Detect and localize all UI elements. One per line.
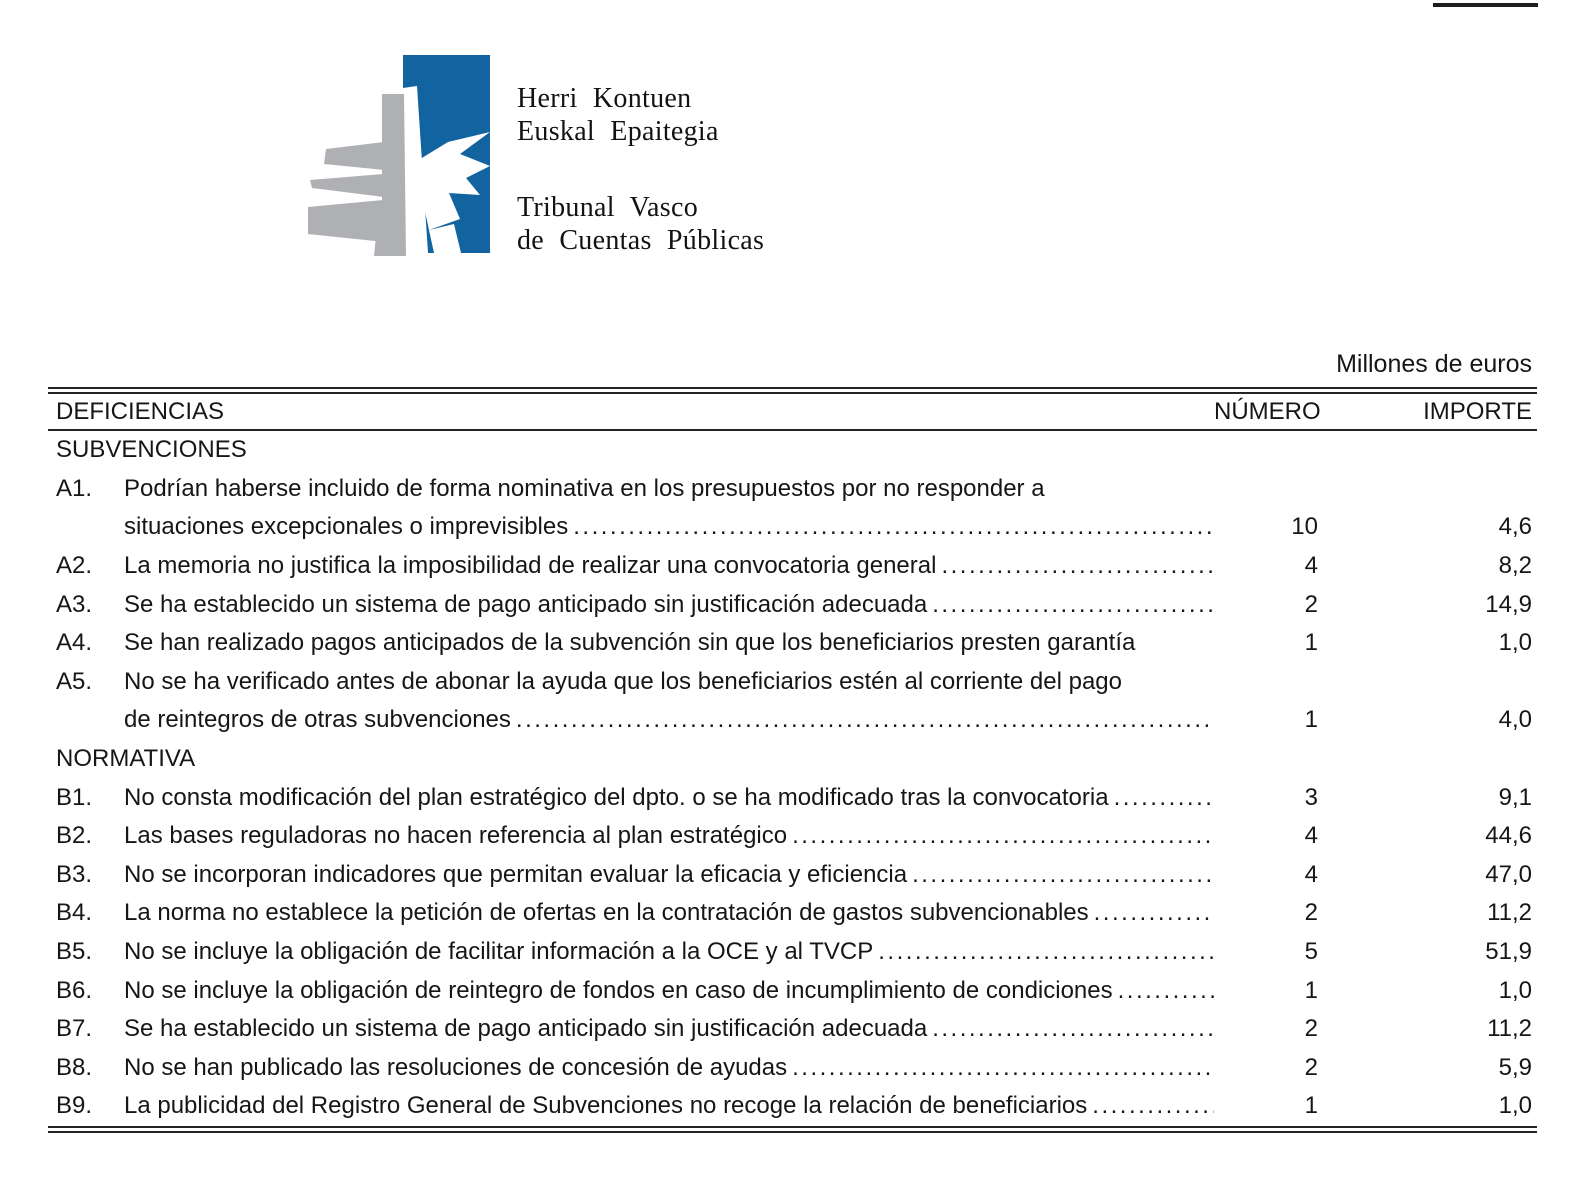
table-row [48, 778, 1537, 817]
table-row [48, 470, 1537, 509]
row-code: B9. [56, 1092, 93, 1120]
table-row [48, 1010, 1537, 1049]
row-text-content: La publicidad del Registro General de Subvenciones no recoge la relación de beneficiarios [124, 1092, 1088, 1120]
row-text [124, 938, 1214, 966]
row-numero: 2 [1304, 899, 1318, 927]
row-code: B1. [56, 783, 93, 811]
table-row [48, 1049, 1537, 1088]
row-numero: 4 [1304, 552, 1318, 580]
row-text-content: Se ha establecido un sistema de pago anticipado sin justificación adecuada [124, 590, 928, 618]
leader-dots [927, 591, 1214, 619]
row-text-content: de reintegros de otras subvenciones [124, 706, 511, 734]
row-text [124, 629, 1214, 657]
table-top-rule [48, 387, 1537, 394]
row-text-content: Se ha establecido un sistema de pago anticipado sin justificación adecuada [124, 1015, 928, 1043]
row-code: A1. [56, 474, 93, 502]
row-numero: 4 [1304, 822, 1318, 850]
column-header-deficiencias: DEFICIENCIAS [56, 397, 225, 425]
leader-dots [787, 822, 1214, 850]
row-text [124, 1092, 1214, 1120]
table-row [48, 585, 1537, 624]
row-numero: 1 [1304, 1092, 1318, 1120]
table-row [48, 1087, 1537, 1126]
row-numero: 1 [1304, 976, 1318, 1004]
org-name-line: Tribunal Vasco [517, 192, 698, 223]
row-text-content: Las bases reguladoras no hacen referencia al plan estratégico [124, 822, 788, 850]
row-text-content: No se han publicado las resoluciones de concesión de ayudas [124, 1053, 788, 1081]
row-text [124, 861, 1214, 889]
row-text [124, 822, 1214, 850]
row-text [124, 591, 1214, 619]
table-row [48, 971, 1537, 1010]
table-row [48, 933, 1537, 972]
leader-dots [1089, 899, 1214, 927]
row-text [124, 977, 1214, 1005]
section-row [48, 740, 1537, 779]
table-row [48, 894, 1537, 933]
row-text-content: No se incorporan indicadores que permitan evaluar la eficacia y eficiencia [124, 860, 908, 888]
table-row [48, 856, 1537, 895]
row-importe: 14,9 [1485, 590, 1532, 618]
row-numero: 2 [1304, 1053, 1318, 1081]
row-code: A5. [56, 667, 93, 695]
row-code: B5. [56, 938, 93, 966]
section-row [48, 431, 1537, 470]
table-bottom-rule [48, 1126, 1537, 1133]
row-importe: 5,9 [1498, 1053, 1532, 1081]
row-text-content: Podrían haberse incluido de forma nominativa en los presupuestos por no responder a [124, 474, 1045, 502]
org-name-line: Herri Kontuen [517, 83, 692, 114]
row-numero: 2 [1304, 590, 1318, 618]
row-text [124, 784, 1214, 812]
row-text [124, 1054, 1214, 1082]
leader-dots [927, 1015, 1214, 1043]
leader-dots [787, 1054, 1214, 1082]
row-text [124, 706, 1214, 734]
row-importe: 1,0 [1498, 629, 1532, 657]
row-numero: 5 [1304, 938, 1318, 966]
row-text [124, 668, 1214, 696]
row-text [124, 513, 1214, 541]
column-header-importe: IMPORTE [1423, 397, 1532, 425]
row-text-content: situaciones excepcionales o imprevisibles [124, 513, 569, 541]
section-label: NORMATIVA [56, 745, 196, 773]
org-name [517, 82, 764, 257]
table-row [48, 508, 1537, 547]
row-importe: 51,9 [1485, 938, 1532, 966]
table-header-row [48, 394, 1537, 429]
row-code: B4. [56, 899, 93, 927]
row-importe: 11,2 [1487, 899, 1532, 927]
table-row [48, 663, 1537, 702]
deficiencias-table [48, 348, 1537, 1133]
leader-dots [873, 938, 1214, 966]
row-code: B8. [56, 1053, 93, 1081]
row-importe: 44,6 [1485, 822, 1532, 850]
row-text-content: La memoria no justifica la imposibilidad de realizar una convocatoria general [124, 552, 937, 580]
row-numero: 10 [1291, 513, 1318, 541]
row-code: A4. [56, 629, 93, 657]
row-importe: 1,0 [1498, 1092, 1532, 1120]
row-importe: 9,1 [1498, 783, 1532, 811]
column-header-numero: NÚMERO [1214, 397, 1321, 425]
row-code: A3. [56, 590, 93, 618]
leader-dots [936, 552, 1214, 580]
section-label: SUBVENCIONES [56, 436, 247, 464]
row-importe: 11,2 [1487, 1015, 1532, 1043]
page-header-rule [1433, 3, 1538, 7]
tvcp-logo [308, 46, 778, 266]
table-row [48, 624, 1537, 663]
leader-dots [907, 861, 1214, 889]
row-text-content: La norma no establece la petición de ofertas en la contratación de gastos subvencionables [124, 899, 1089, 927]
row-importe: 8,2 [1498, 552, 1532, 580]
table-body [48, 431, 1537, 1126]
row-text-content: Se han realizado pagos anticipados de la subvención sin que los beneficiarios presten garantía [124, 629, 1136, 657]
row-text-content: No se incluye la obligación de reintegro de fondos en caso de incumplimiento de condiciones [124, 976, 1113, 1004]
leader-dots [511, 706, 1214, 734]
row-importe: 1,0 [1498, 976, 1532, 1004]
row-code: B2. [56, 822, 93, 850]
row-code: A2. [56, 552, 93, 580]
row-numero: 1 [1304, 629, 1318, 657]
row-importe: 47,0 [1485, 860, 1532, 888]
row-text [124, 1015, 1214, 1043]
tvcp-logo-mark [308, 46, 498, 261]
row-numero: 3 [1304, 783, 1318, 811]
row-text [124, 899, 1214, 927]
leader-dots [568, 513, 1214, 541]
row-numero: 1 [1304, 706, 1318, 734]
leader-dots [1113, 977, 1214, 1005]
row-importe: 4,0 [1498, 706, 1532, 734]
org-name-line: de Cuentas Públicas [517, 225, 765, 256]
row-importe: 4,6 [1498, 513, 1532, 541]
table-row [48, 547, 1537, 586]
row-code: B7. [56, 1015, 93, 1043]
leader-dots [1109, 784, 1214, 812]
row-text-content: No se ha verificado antes de abonar la ayuda que los beneficiarios estén al corriente del pago [124, 667, 1122, 695]
org-name-line: Euskal Epaitegia [517, 116, 719, 147]
row-numero: 4 [1304, 860, 1318, 888]
table-row [48, 817, 1537, 856]
table-row [48, 701, 1537, 740]
unit-label: Millones de euros [1336, 350, 1532, 378]
row-text [124, 552, 1214, 580]
leader-dots [1087, 1092, 1214, 1120]
row-code: B3. [56, 860, 93, 888]
row-text-content: No se incluye la obligación de facilitar información a la OCE y al TVCP [124, 938, 874, 966]
row-code: B6. [56, 976, 93, 1004]
row-text [124, 475, 1214, 503]
row-text-content: No consta modificación del plan estratégico del dpto. o se ha modificado tras la convocatoria [124, 783, 1109, 811]
row-numero: 2 [1304, 1015, 1318, 1043]
